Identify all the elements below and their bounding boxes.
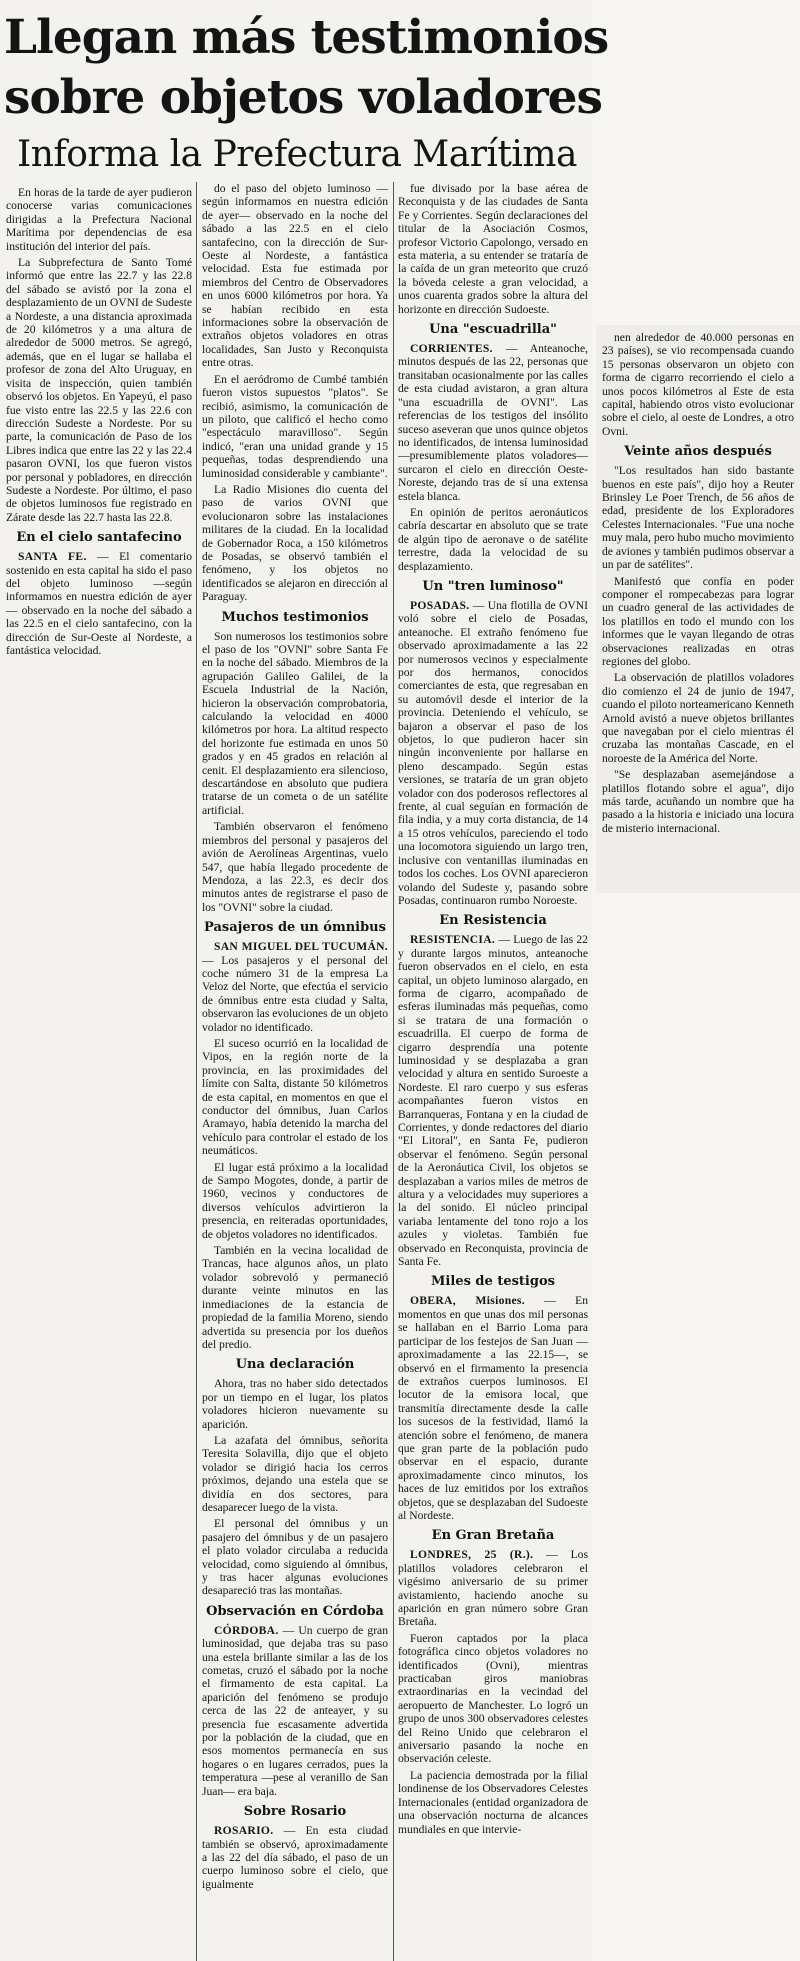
paragraph <box>398 1294 588 1522</box>
headline-line-1: Llegan más testimonios <box>4 10 609 65</box>
section-heading: En Gran Bretaña <box>431 1528 555 1544</box>
dateline: CÓRDOBA. <box>214 1623 279 1637</box>
section-heading: En Resistencia <box>439 913 547 929</box>
paragraph <box>398 933 588 1268</box>
paragraph-text: — Los platillos voladores celebraron el vigésimo aniversario de su primer avistamiento, haciendo anoche su aparición en gran número sobre Gran Bretaña. <box>398 1548 588 1629</box>
column-divider <box>393 182 394 1961</box>
dateline: SANTA FE. <box>18 550 87 564</box>
paragraph: "Se desplazaban asemejándose a platillos flotando sobre el agua", dijo más tarde, acuñando un nombre que ha pasado a la historia e iniciado una locura de misterio internacional. <box>602 768 794 835</box>
paragraph <box>398 599 588 907</box>
section-heading: Un "tren luminoso" <box>422 578 564 594</box>
section-heading: Muchos testimonios <box>221 609 369 625</box>
paragraph: También en la vecina localidad de Trancas, hace algunos años, un plato volador sobrevoló y permaneció durante veinte minutos en las inmediaciones de la estancia de propiedad de la familia Moreno, siendo advertida su presencia por los dueños del predio. <box>202 1244 388 1351</box>
dateline: POSADAS. <box>410 598 470 612</box>
paragraph: En horas de la tarde de ayer pudieron conocerse varias comunicaciones dirigidas a la Prefectura Nacional Marítima por dependencias de esa institución del interior del país. <box>6 186 192 253</box>
paragraph: El personal del ómnibus y un pasajero del ómnibus y de un pasajero el plato volador circulaba a reducida velocidad, como siguiendo al ómnibus, y tras hacer algunas evoluciones desapareció tras las montañas. <box>202 1517 388 1598</box>
section-heading: Veinte años después <box>624 444 772 460</box>
paragraph-text: — En esta ciudad también se observó, aproximadamente a las 22 del día sábado, el paso de un cuerpo luminoso sobre el cielo, que igualmente <box>202 1824 388 1891</box>
paragraph: nen alrededor de 40.000 personas en 23 países), se vio recompensada cuando 15 personas observaron un objeto con forma de cigarro recorriendo el cielo a unos pocos kilómetros al Este de esta capital, habiendo otros visto evolucionar sobre el cielo, al oeste de Londres, a otro Ovni. <box>602 331 794 438</box>
section-heading: Una "escuadrilla" <box>429 322 557 338</box>
dateline: ROSARIO. <box>214 1824 274 1838</box>
subheadline: Informa la Prefectura Marítima <box>17 134 577 175</box>
paragraph: En el aeródromo de Cumbé también fueron vistos supuestos "platos". Se recibió, asimismo, la comunicación de un piloto, que calificó el hecho como "espectáculo maravilloso". Según indicó, "eran una unidad grande y 15 pequeñas, todas desprendiendo una luminosidad considerable y cambiante". <box>202 372 388 480</box>
section-heading: Una declaración <box>235 1357 355 1373</box>
paragraph: El lugar está próximo a la localidad de Sampo Mogotes, donde, a partir de 1960, vecinos y conductores de diversos vehículos advirtieron la presencia, en reiteradas oportunidades, de objetos voladores no identificados. <box>202 1160 388 1241</box>
column-divider <box>196 182 197 1961</box>
paragraph-text: — Una flotilla de OVNI voló sobre el cielo de Posadas, anteanoche. El extraño fenómeno fue observado aproximadamente a las 22 por numerosos vecinos y especialmente por dos hermanos, conocidos comerciantes de esta, que regresaban en su automóvil desde el interior de la provincia. Deteniendo el vehículo, se bajaron a observar el paso de los objetos, lo que pudieron hacer sin ningún inconveniente por hallarse en pleno descampado. Según estas versiones, se trataría de un gran objeto volador con dos poderosos reflectores al frente, al cual seguían en formación de fila india, y a muy corta distancia, de 14 a 15 otros vehículos, pareciendo el todo una locomotora siguiendo un largo tren, inclusive con ventanillas iluminadas en todos los coches. Los OVNI aparecieron volando del Sudeste y, pasando sobre Posadas, continuaron rumbo Noroeste. <box>398 598 588 907</box>
paragraph: do el paso del objeto luminoso —según informamos en nuestra edición de ayer— observado en la noche del sábado a las 22.5 en el cielo santafecino, con la dirección de Sur-Oeste al Nordeste, a fantástica velocidad. Esta fue estimada por miembros del Centro de Observadores en unos 6000 kilómetros por hora. Ya se habían recibido en esta informaciones sobre la observación de extraños objetos voladores en otras localidades, San Justo y Reconquista entre otras. <box>202 182 388 370</box>
paragraph: El suceso ocurrió en la localidad de Vipos, en la región norte de la provincia, en las proximidades del límite con Salta, distante 50 kilómetros de esta capital, en momentos en que el conductor del ómnibus, Juan Carlos Aramayo, había detenido la marcha del vehículo para controlar el estado de los neumáticos. <box>202 1036 388 1158</box>
column-2 <box>202 182 388 1961</box>
dateline: OBERA, Misiones. <box>410 1294 525 1308</box>
paragraph: En opinión de peritos aeronáuticos cabría descartar en absoluto que se trate de algún tipo de aeronave o de satélite terrestre, dada la velocidad de su desplazamiento. <box>398 505 588 573</box>
paragraph: La azafata del ómnibus, señorita Teresita Solavilla, dijo que el objeto volador se dirigió hacia los cerros próximos, dejando una estela que se dividía en dos sectores, para desaparecer luego de la vista. <box>202 1433 388 1514</box>
side-clipping <box>596 325 800 893</box>
paragraph-text: — Anteanoche, minutos después de las 22, personas que transitaban ocasionalmente por las calles de esta ciudad avistaron, a gran altura "una escuadrilla de OVNI". Las referencias de los testigos del insólito suceso aseveran que unos quince objetos no identificados, de intensa luminosidad —presumiblemente platos voladores— surcaron el cielo en dirección Oeste-Noreste, dejando tras de sí una extensa estela blanca. <box>398 342 588 503</box>
paragraph: También observaron el fenómeno miembros del personal y pasajeros del avión de Aerolíneas Argentinas, vuelo 547, que había llegado procedente de Mendoza, a las 22.3, es decir dos minutos antes de registrarse el paso de los "OVNI" sobre la ciudad. <box>202 820 388 914</box>
section-heading: En el cielo santafecino <box>16 530 182 546</box>
paragraph: "Los resultados han sido bastante buenos en este país", dijo hoy a Reuter Brinsley Le Poer Trench, de 56 años de edad, presidente de los Exploradores Celestes Internacionales. "Fue una noche muy mala, pero hubo mucho movimiento de aviones y también pudimos observar a un par de satélites". <box>602 464 794 572</box>
paragraph: La paciencia demostrada por la filial londinense de los Observadores Celestes Internacionales (entidad organizadora de una observación nocturna de alcances mundiales en que intervie- <box>398 1768 588 1836</box>
paragraph-text: — Un cuerpo de gran luminosidad, que dejaba tras su paso una estela brillante similar a las de los cometas, cruzó el sábado por la noche el firmamento de esta capital. La aparición del fenómeno se produjo cerca de las 22 de anteayer, y su presencia fue escasamente advertida por la población de la ciudad, que en esos momentos permanecía en sus hogares o en lugares cerrados, pues la temperatura —pese al veranillo de San Juan— era baja. <box>202 1623 388 1798</box>
paragraph: La Subprefectura de Santo Tomé informó que entre las 22.7 y las 22.8 del sábado se avistó por la zona el desplazamiento de un OVNI de Sudeste a Nordeste, a una distancia aproximada de 20 kilómetros y a una altura de alrededor de 5000 metros. Se agregó, además, que en el lugar se hallaba el profesor de zona del Alto Uruguay, en visita de inspección, quien también observó los objetos. En Yapeyú, el paso fue visto entre las 22.5 y las 22.6 con dirección Sudeste a Nordeste. Por su parte, la comunicación de Paso de los Libres indica que entre las 22 y las 22.4 pasaron OVNI, los que fueron vistos por personal y pobladores, en dirección Sudeste a Nordeste. Por último, el paso de objetos luminosos fue registrado en Zárate desde las 22.7 hasta las 22.8. <box>6 256 192 524</box>
paragraph-text: — Los pasajeros y el personal del coche número 31 de la empresa La Veloz del Norte, que efectúa el servicio de ómnibus entre esta ciudad y Salta, observaron las evoluciones de un objeto volador no identificado. <box>202 953 388 1034</box>
section-heading: Pasajeros de un ómnibus <box>204 920 386 936</box>
paragraph <box>398 342 588 503</box>
paragraph: Fueron captados por la placa fotográfica cinco objetos voladores no identificados (Ovni), mientras practicaban giros maniobras extraordinarias en la vecindad del aeropuerto de Manchester. Lo logró un grupo de unos 300 observadores celestes del Reino Unido que celebraron el aniversario pasando la noche en observación celeste. <box>398 1631 588 1766</box>
paragraph: Manifestó que confía en poder componer el rompecabezas para lograr un cuadro general de las actividades de los platillos en todo el mundo con los informes que le vayan llegando de otras observaciones realizadas en otras regiones del globo. <box>602 574 794 668</box>
paragraph <box>6 550 192 657</box>
headline-line-2: sobre objetos voladores <box>4 70 603 125</box>
paragraph <box>202 1824 388 1891</box>
paragraph: La observación de platillos voladores dio comienzo el 24 de junio de 1947, cuando el piloto norteamericano Kenneth Arnold avistó a nueve objetos brillantes que navegaban por el cielo mientras él cruzaba las montañas Cascade, en el noroeste de la América del Norte. <box>602 671 794 765</box>
paragraph: fue divisado por la base aérea de Reconquista y de las ciudades de Santa Fe y Corrientes. Según declaraciones del titular de la Asociación Cosmos, profesor Victorio Capolongo, versado en esta materia, a su entender se trataría de la caída de un gran meteorito que cruzó la bóveda celeste a gran velocidad, a unos cuarenta grados sobre la altura del horizonte en dirección Sudoeste. <box>398 182 588 316</box>
column-3 <box>398 182 588 1961</box>
dateline: LONDRES, 25 (R.). <box>410 1548 534 1562</box>
dateline: RESISTENCIA. <box>410 933 496 947</box>
paragraph-text: — El comentario sostenido en esta capital ha sido el paso del objeto luminoso —según informamos en nuestra edición de ayer— observado en la noche del sábado a las 22.5 en el cielo santafecino, con la dirección de Sur-Oeste al Nordeste, a fantástica velocidad. <box>6 550 192 657</box>
dateline: CORRIENTES. <box>410 342 493 356</box>
section-heading: Sobre Rosario <box>243 1804 347 1820</box>
paragraph: La Radio Misiones dio cuenta del paso de varios OVNI que evolucionaron sobre las instalaciones militares de la ciudad. En la localidad de Gobernador Roca, a 150 kilómetros de Posadas, se observó también el fenómeno, y los objetos no identificados se alejaron en dirección al Paraguay. <box>202 482 388 604</box>
dateline: SAN MIGUEL DEL TUCUMÁN. <box>214 940 388 954</box>
paragraph: Ahora, tras no haber sido detectados por un tiempo en el lugar, los platos voladores hicieron nuevamente su aparición. <box>202 1377 388 1431</box>
paragraph-text: — En momentos en que unas dos mil personas se hallaban en el Barrio Loma para participar de los festejos de San Juan —aproximadamente a las 22.15—, se observó en el firmamento la presencia de extraños cuerpos luminosos. El locutor de la emisora local, que transmitía directamente desde la calle los sucesos de la festividad, llamó la atención sobre el fenómeno, de manera que gran parte de la población pudo observar en el espacio, durante aproximadamente cinco minutos, los haces de luz emitidos por los extraños objetos, que se desplazaban del Sudoeste al Nordeste. <box>398 1294 588 1522</box>
paragraph <box>398 1548 588 1628</box>
paragraph-text: — Luego de las 22 y durante largos minutos, anteanoche fueron observados en el cielo, en esta capital, un objeto luminoso alargado, en forma de cigarro, acompañado de esferas iluminadas más pequeñas, como si se tratara de una formación o escuadrilla. El cuerpo de forma de cigarro desprendía una potente luminosidad y se desplazaba a gran velocidad y altura en sentido Suroeste a Nordeste. El raro cuerpo y sus esferas acompañantes fueron vistos en Barranqueras, Fontana y en la ciudad de Corrientes, y donde redactores del diario "El Litoral", en Santa Fe, pudieron observar el fenómeno. Según personal de la Aeronáutica Civil, los objetos se desplazaban a varios miles de metros de altura y a velocidades muy superiores a la del sonido. El núcleo principal variaba lentamente del tono rojo a los azules y violetas. También fue observado en Reconquista, provincia de Santa Fe. <box>398 933 588 1269</box>
column-4 <box>602 331 794 887</box>
paragraph <box>202 1624 388 1798</box>
section-heading: Observación en Córdoba <box>206 1603 384 1619</box>
section-heading: Miles de testigos <box>431 1274 555 1290</box>
paragraph: Son numerosos los testimonios sobre el paso de los "OVNI" sobre Santa Fe en la noche del sábado. Miembros de la agrupación Galileo Galilei, de la Escuela Industrial de la Nación, hicieron la observación comprobatoria, calculando la velocidad en 4000 kilómetros por hora. La altitud respecto del horizonte fue estimada en unos 50 grados y en 45 grados en relación al cenit. El desplazamiento era silencioso, descartándose en absoluto que pudiera tratarse de un cometa o de un satélite artificial. <box>202 629 388 817</box>
column-1 <box>6 186 192 657</box>
paragraph <box>202 940 388 1034</box>
